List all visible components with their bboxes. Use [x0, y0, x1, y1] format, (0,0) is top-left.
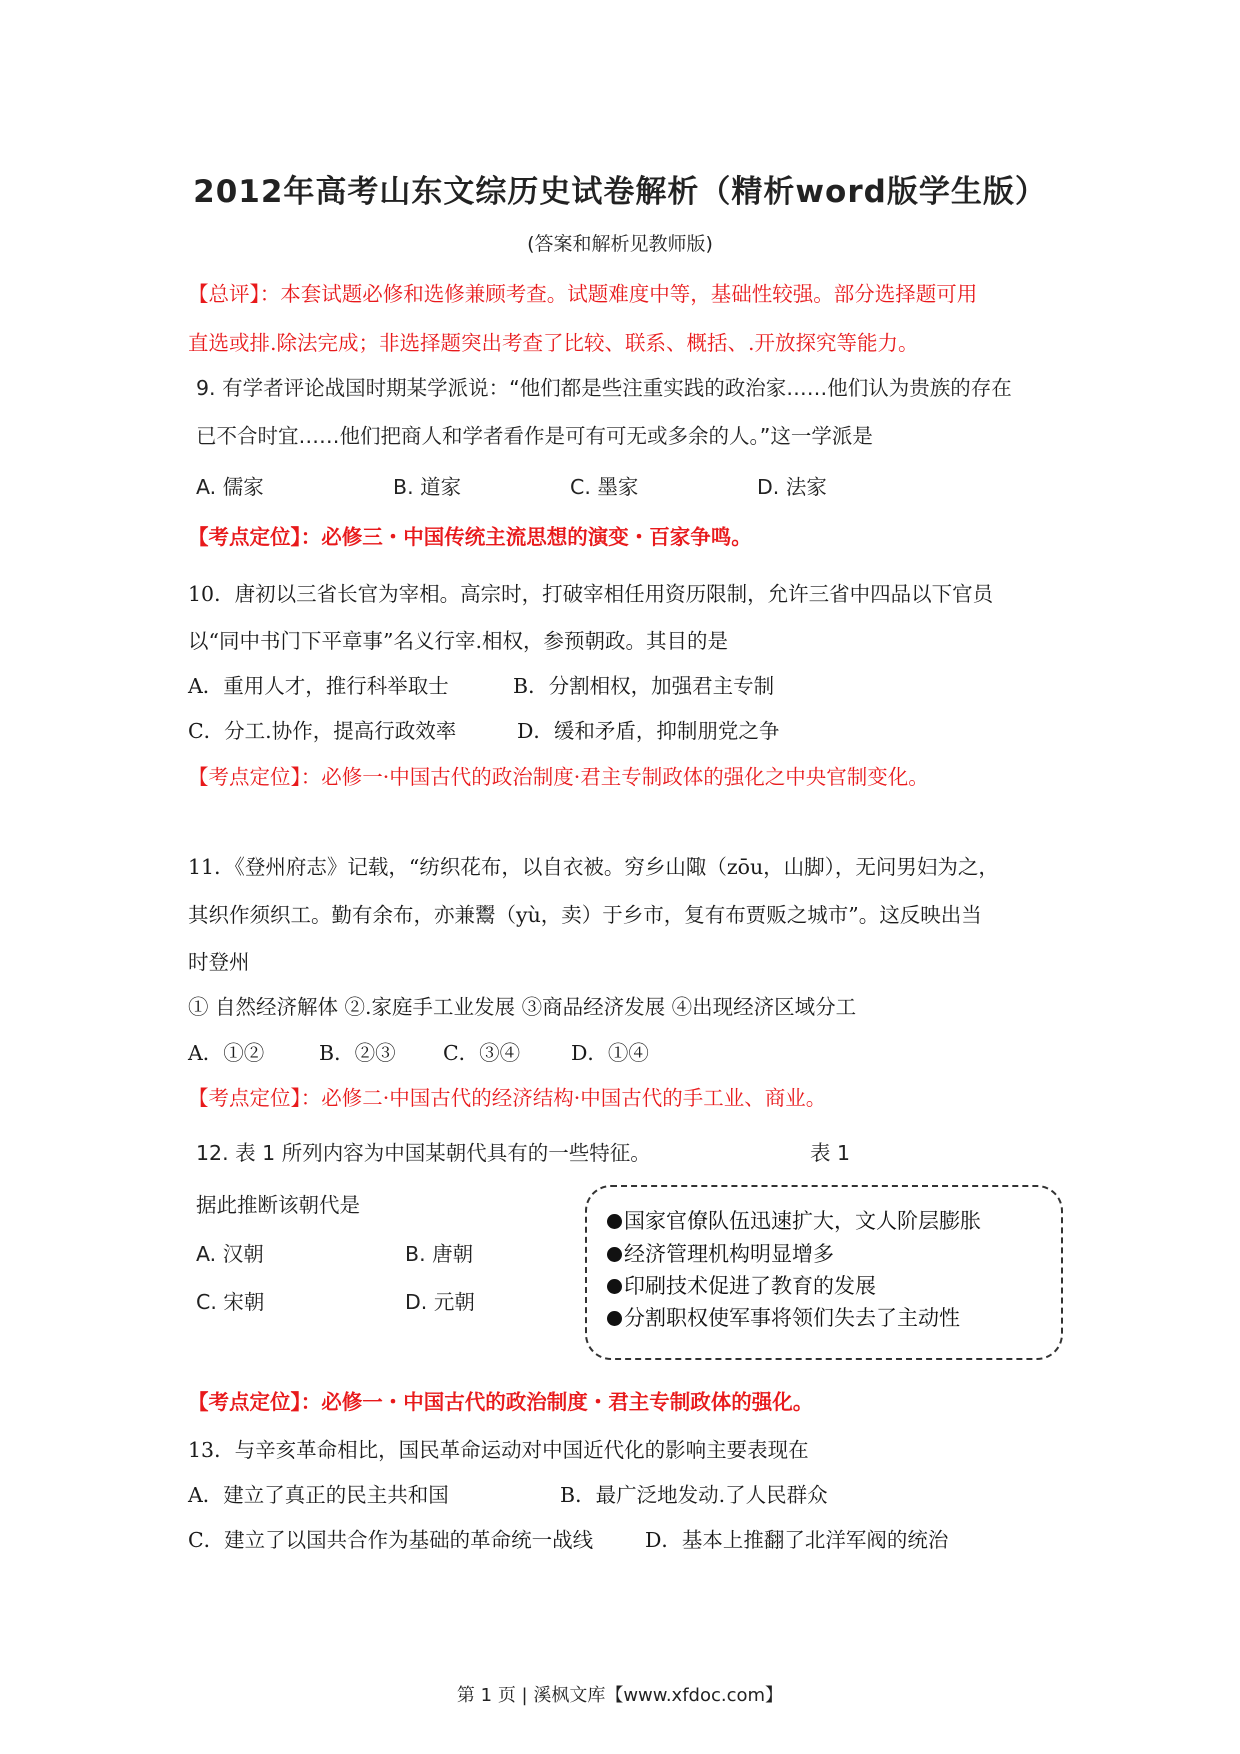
q11-option-c: C．③④ — [443, 1041, 521, 1065]
q11-stem-line-2: 其织作须织工。勤有余布，亦兼鬻（yù，卖）于乡市，复有布贾贩之城市”。这反映出当 — [188, 903, 982, 927]
q9-option-d: D. 法家 — [757, 475, 827, 499]
q12-option-d: D. 元朝 — [405, 1290, 475, 1314]
q10-stem-line-2: 以“同中书门下平章事”名义行宰.相权，参预朝政。其目的是 — [188, 629, 728, 653]
q12-knowledge-point: 【考点定位】：必修一・中国古代的政治制度・君主专制政体的强化。 — [188, 1390, 814, 1414]
bullet-icon — [607, 1247, 622, 1262]
q10-knowledge-point: 【考点定位】：必修一·中国古代的政治制度·君主专制政体的强化之中央官制变化。 — [188, 765, 929, 789]
page-footer: 第 1 页 | 溪枫文库【www.xfdoc.com】 — [456, 1685, 784, 1706]
document-title: 2012年高考山东文综历史试卷解析（精析word版学生版） — [193, 174, 1047, 210]
q10-option-c: C．分工.协作，提高行政效率 — [188, 719, 457, 743]
q13-option-c: C．建立了以国共合作为基础的革命统一战线 — [188, 1528, 594, 1552]
q9-option-c: C. 墨家 — [570, 475, 639, 499]
bullet-icon — [607, 1311, 622, 1326]
q9-option-b: B. 道家 — [393, 475, 462, 499]
q10-option-b: B．分割相权，加强君主专制 — [513, 674, 775, 698]
summary-line-1: 【总评】：本套试题必修和选修兼顾考查。试题难度中等，基础性较强。部分选择题可用 — [188, 282, 978, 306]
q12-table-label: 表 1 — [810, 1141, 851, 1165]
q12-option-b: B. 唐朝 — [405, 1242, 474, 1266]
table-item: 印刷技术促进了教育的发展 — [607, 1270, 876, 1300]
q12-stem-line-1: 12. 表 1 所列内容为中国某朝代具有的一些特征。 — [196, 1141, 651, 1165]
q12-option-a: A. 汉朝 — [196, 1242, 264, 1266]
q11-statements: ① 自然经济解体 ②.家庭手工业发展 ③商品经济发展 ④出现经济区域分工 — [188, 995, 857, 1019]
q11-stem-line-3: 时登州 — [188, 950, 250, 974]
q9-knowledge-point: 【考点定位】：必修三・中国传统主流思想的演变・百家争鸣。 — [188, 525, 752, 549]
q9-stem-line-1: 9. 有学者评论战国时期某学派说：“他们都是些注重实践的政治家……他们认为贵族的存在 — [196, 376, 1012, 400]
table-item: 国家官僚队伍迅速扩大，文人阶层膨胀 — [607, 1205, 981, 1235]
q9-option-a: A. 儒家 — [196, 475, 264, 499]
summary-line-2: 直选或排.除法完成；非选择题突出考查了比较、联系、概括、.开放探究等能力。 — [188, 331, 919, 355]
q12-option-c: C. 宋朝 — [196, 1290, 265, 1314]
q11-option-d: D．①④ — [571, 1041, 649, 1065]
q12-stem-line-2: 据此推断该朝代是 — [196, 1193, 360, 1217]
q13-option-b: B．最广泛地发动.了人民群众 — [560, 1483, 828, 1507]
q10-stem-line-1: 10．唐初以三省长官为宰相。高宗时，打破宰相任用资历限制，允许三省中四品以下官员 — [188, 582, 994, 606]
q13-option-d: D．基本上推翻了北洋军阀的统治 — [645, 1528, 949, 1552]
q13-option-a: A．建立了真正的民主共和国 — [188, 1483, 449, 1507]
bullet-icon — [607, 1279, 622, 1294]
q9-stem-line-2: 已不合时宜……他们把商人和学者看作是可有可无或多余的人。”这一学派是 — [196, 424, 873, 448]
q11-knowledge-point: 【考点定位】：必修二·中国古代的经济结构·中国古代的手工业、商业。 — [188, 1086, 827, 1110]
q11-option-b: B．②③ — [319, 1041, 396, 1065]
q13-stem: 13．与辛亥革命相比，国民革命运动对中国近代化的影响主要表现在 — [188, 1438, 809, 1462]
document-subtitle: (答案和解析见教师版) — [527, 233, 713, 255]
bullet-icon — [607, 1214, 622, 1229]
table-item: 经济管理机构明显增多 — [607, 1238, 834, 1268]
q11-stem-line-1: 11．《登州府志》记载，“纺织花布，以自衣被。穷乡山陬（zōu，山脚），无问男妇为之， — [188, 855, 999, 879]
q10-option-d: D．缓和矛盾，抑制朋党之争 — [517, 719, 780, 743]
table-1-box — [585, 1185, 1063, 1360]
table-item: 分割职权使军事将领们失去了主动性 — [607, 1302, 960, 1332]
q11-option-a: A．①② — [188, 1041, 265, 1065]
q10-option-a: A．重用人才，推行科举取士 — [188, 674, 449, 698]
